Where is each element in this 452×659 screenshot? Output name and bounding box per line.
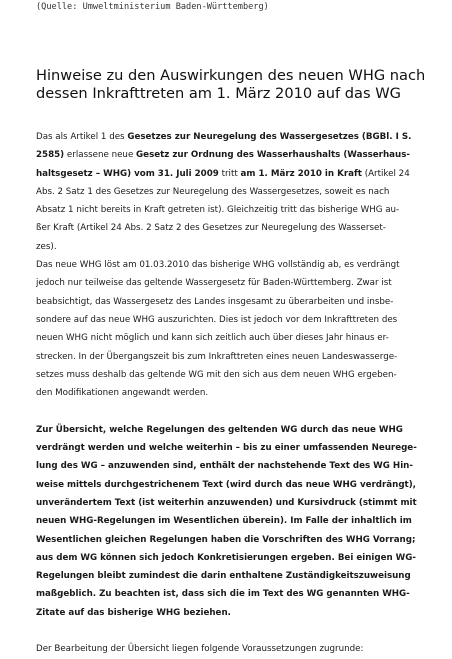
text-line: unverändertem Text (ist weiterhin anzuwenden) und Kursivdruck (stimmt mit bbox=[36, 497, 417, 508]
text-line: den Modifikationen angewandt werden. bbox=[36, 388, 209, 399]
text-line: zes). bbox=[36, 241, 57, 252]
text-line: Regelungen bleibt zumindest die darin enthaltene Zuständigkeitszuweisung bbox=[36, 571, 411, 582]
bold-text: Gesetz zur Ordnung des Wasserhaushalts (Wasserhaus- bbox=[136, 150, 410, 161]
document-title bbox=[36, 67, 436, 103]
text-line: Wesentlichen gleichen Regelungen haben die Vorschriften des WHG Vorrang; bbox=[36, 534, 416, 545]
text-run: (Artikel 24 bbox=[361, 168, 410, 179]
bold-text: 2585) bbox=[36, 150, 65, 161]
text-line: verdrängt werden und welche weiterhin – bis zu einer umfassenden Neurege- bbox=[36, 443, 417, 454]
text-line: sondere auf das neue WHG auszurichten. Dies ist jedoch vor dem Inkrafttreten des bbox=[36, 314, 398, 325]
title-line: dessen Inkrafttreten am 1. März 2010 auf das WG bbox=[36, 85, 401, 102]
title-line: Hinweise zu den Auswirkungen des neuen WHG nach bbox=[36, 67, 426, 84]
text-line: maßgeblich. Zu beachten ist, dass sich die im Text des WG genannten WHG- bbox=[36, 589, 410, 600]
bold-text: haltsgesetz – WHG) vom 31. Juli 2009 bbox=[36, 168, 219, 179]
text-line: strecken. In der Übergangszeit bis zum Inkrafttreten eines neuen Landeswasserge- bbox=[36, 351, 398, 362]
paragraph-overview bbox=[36, 421, 428, 622]
text-line: Der Bearbeitung der Übersicht liegen folgende Voraussetzungen zugrunde: bbox=[36, 644, 364, 655]
text-run: Das als Artikel 1 des bbox=[36, 132, 128, 142]
paragraph-spacer bbox=[36, 622, 428, 640]
text-line: neuen WHG-Regelungen im Wesentlichen überein). Im Falle der inhaltlich im bbox=[36, 516, 412, 527]
paragraph-spacer bbox=[36, 402, 428, 420]
text-line: Abs. 2 Satz 1 des Gesetzes zur Neuregelung des Wassergesetzes, soweit es nach bbox=[36, 186, 390, 197]
text-line bbox=[36, 128, 428, 146]
paragraph-prerequisites bbox=[36, 640, 428, 658]
text-run: erlassene neue bbox=[64, 150, 137, 161]
source-note: (Quelle: Umweltministerium Baden-Württemberg) bbox=[36, 2, 269, 12]
text-line: aus dem WG können sich jedoch Konkretisierungen ergeben. Bei einigen WG- bbox=[36, 552, 417, 563]
text-line: beabsichtigt, das Wassergesetz des Landes insgesamt zu überarbeiten und insbe- bbox=[36, 296, 394, 307]
text-line: Zur Übersicht, welche Regelungen des geltenden WG durch das neue WHG bbox=[36, 424, 403, 435]
text-line: Absatz 1 nicht bereits in Kraft getreten ist). Gleichzeitig tritt das bisherige WHG au- bbox=[36, 205, 400, 216]
bold-text: am 1. März 2010 in Kraft bbox=[240, 168, 362, 179]
text-line bbox=[36, 165, 428, 183]
text-line: neuen WHG nicht möglich und kann sich zeitlich auch über dieses Jahr hinaus er- bbox=[36, 333, 389, 344]
text-line: weise mittels durchgestrichenem Text (wird durch das neue WHG verdrängt), bbox=[36, 479, 416, 490]
bold-text: Gesetzes zur Neuregelung des Wassergesetzes (BGBl. I S. bbox=[127, 132, 412, 142]
text-run: tritt bbox=[218, 168, 241, 179]
text-line: Das neue WHG löst am 01.03.2010 das bisherige WHG vollständig ab, es verdrängt bbox=[36, 260, 400, 271]
text-line bbox=[36, 146, 428, 164]
text-line: ßer Kraft (Artikel 24 Abs. 2 Satz 2 des Gesetzes zur Neuregelung des Wasserset- bbox=[36, 223, 386, 234]
text-line: lung des WG – anzuwenden sind, enthält der nachstehende Text des WG Hin- bbox=[36, 461, 413, 472]
document-body bbox=[36, 128, 428, 659]
text-line: jedoch nur teilweise das geltende Wassergesetz für Baden-Württemberg. Zwar ist bbox=[36, 278, 392, 289]
paragraph-intro bbox=[36, 128, 428, 402]
text-line: setzes muss deshalb das geltende WG mit den sich aus dem neuen WHG ergeben- bbox=[36, 369, 397, 380]
text-line: Zitate auf das bisherige WHG beziehen. bbox=[36, 607, 231, 618]
